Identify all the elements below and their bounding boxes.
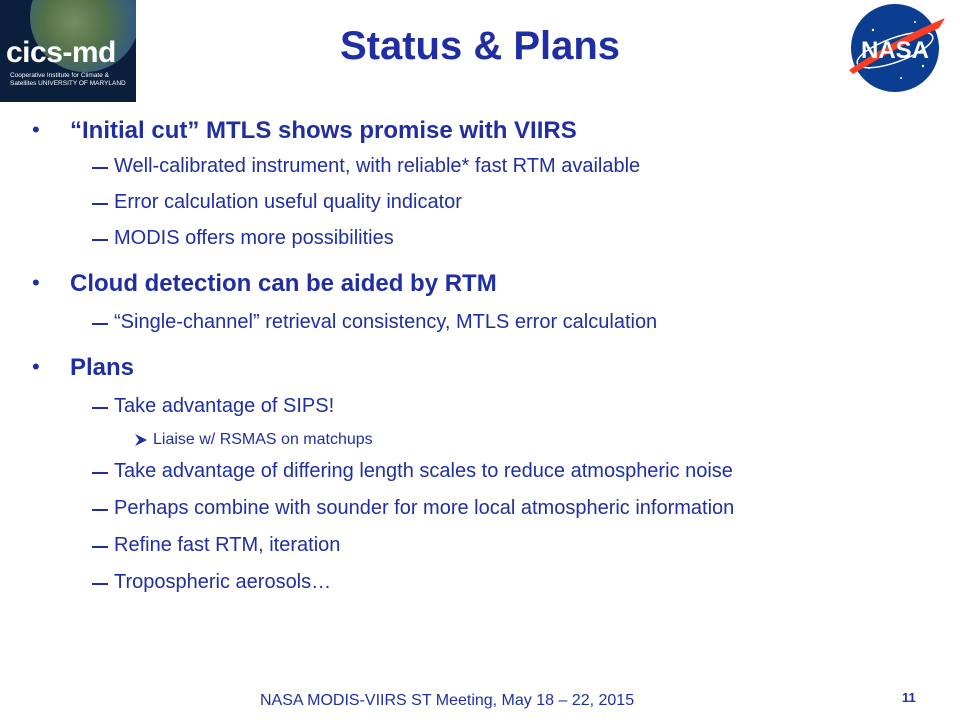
dash-marker bbox=[92, 583, 108, 585]
bullet-1-sub-3: MODIS offers more possibilities bbox=[114, 227, 394, 249]
bullet-3-subsub-1: Liaise w/ RSMAS on matchups bbox=[153, 431, 373, 448]
bullet-3-sub-5: Tropospheric aerosols… bbox=[114, 571, 332, 593]
dash-marker bbox=[92, 203, 108, 205]
arrowhead-bullet-icon bbox=[134, 433, 148, 447]
bullet-marker: • bbox=[32, 270, 40, 295]
dash-marker bbox=[92, 323, 108, 325]
dash-marker bbox=[92, 239, 108, 241]
dash-marker bbox=[92, 407, 108, 409]
nasa-logo-text: NASA bbox=[860, 37, 930, 64]
slide-title: Status & Plans bbox=[339, 24, 621, 68]
bullet-2-sub-1: “Single-channel” retrieval consistency, MTLS error calculation bbox=[114, 311, 658, 333]
dash-marker bbox=[92, 167, 108, 169]
bullet-2-text: Cloud detection can be aided by RTM bbox=[70, 270, 497, 297]
bullet-3-sub-4: Refine fast RTM, iteration bbox=[114, 534, 341, 556]
bullet-3-text: Plans bbox=[70, 354, 135, 381]
bullet-1-sub-1: Well-calibrated instrument, with reliable* fast RTM available bbox=[114, 155, 641, 177]
bullet-1-text: “Initial cut” MTLS shows promise with VIIRS bbox=[70, 117, 577, 144]
cics-md-logo-text: cics-md bbox=[6, 36, 116, 69]
page-number: 11 bbox=[902, 690, 916, 705]
cics-md-logo-subtitle: Cooperative Institute for Climate & Satellites UNIVERSITY OF MARYLAND bbox=[10, 72, 126, 87]
bullet-3-sub-2: Take advantage of differing length scales to reduce atmospheric noise bbox=[114, 460, 733, 482]
dash-marker bbox=[92, 546, 108, 548]
dash-marker bbox=[92, 509, 108, 511]
dash-marker bbox=[92, 472, 108, 474]
bullet-3-sub-3: Perhaps combine with sounder for more local atmospheric information bbox=[114, 497, 735, 519]
bullet-1-sub-2: Error calculation useful quality indicator bbox=[114, 191, 462, 213]
bullet-3-sub-1: Take advantage of SIPS! bbox=[114, 395, 335, 417]
footer-text: NASA MODIS-VIIRS ST Meeting, May 18 – 22, 2015 bbox=[260, 692, 635, 709]
bullet-marker: • bbox=[32, 354, 40, 379]
bullet-marker: • bbox=[32, 117, 40, 142]
